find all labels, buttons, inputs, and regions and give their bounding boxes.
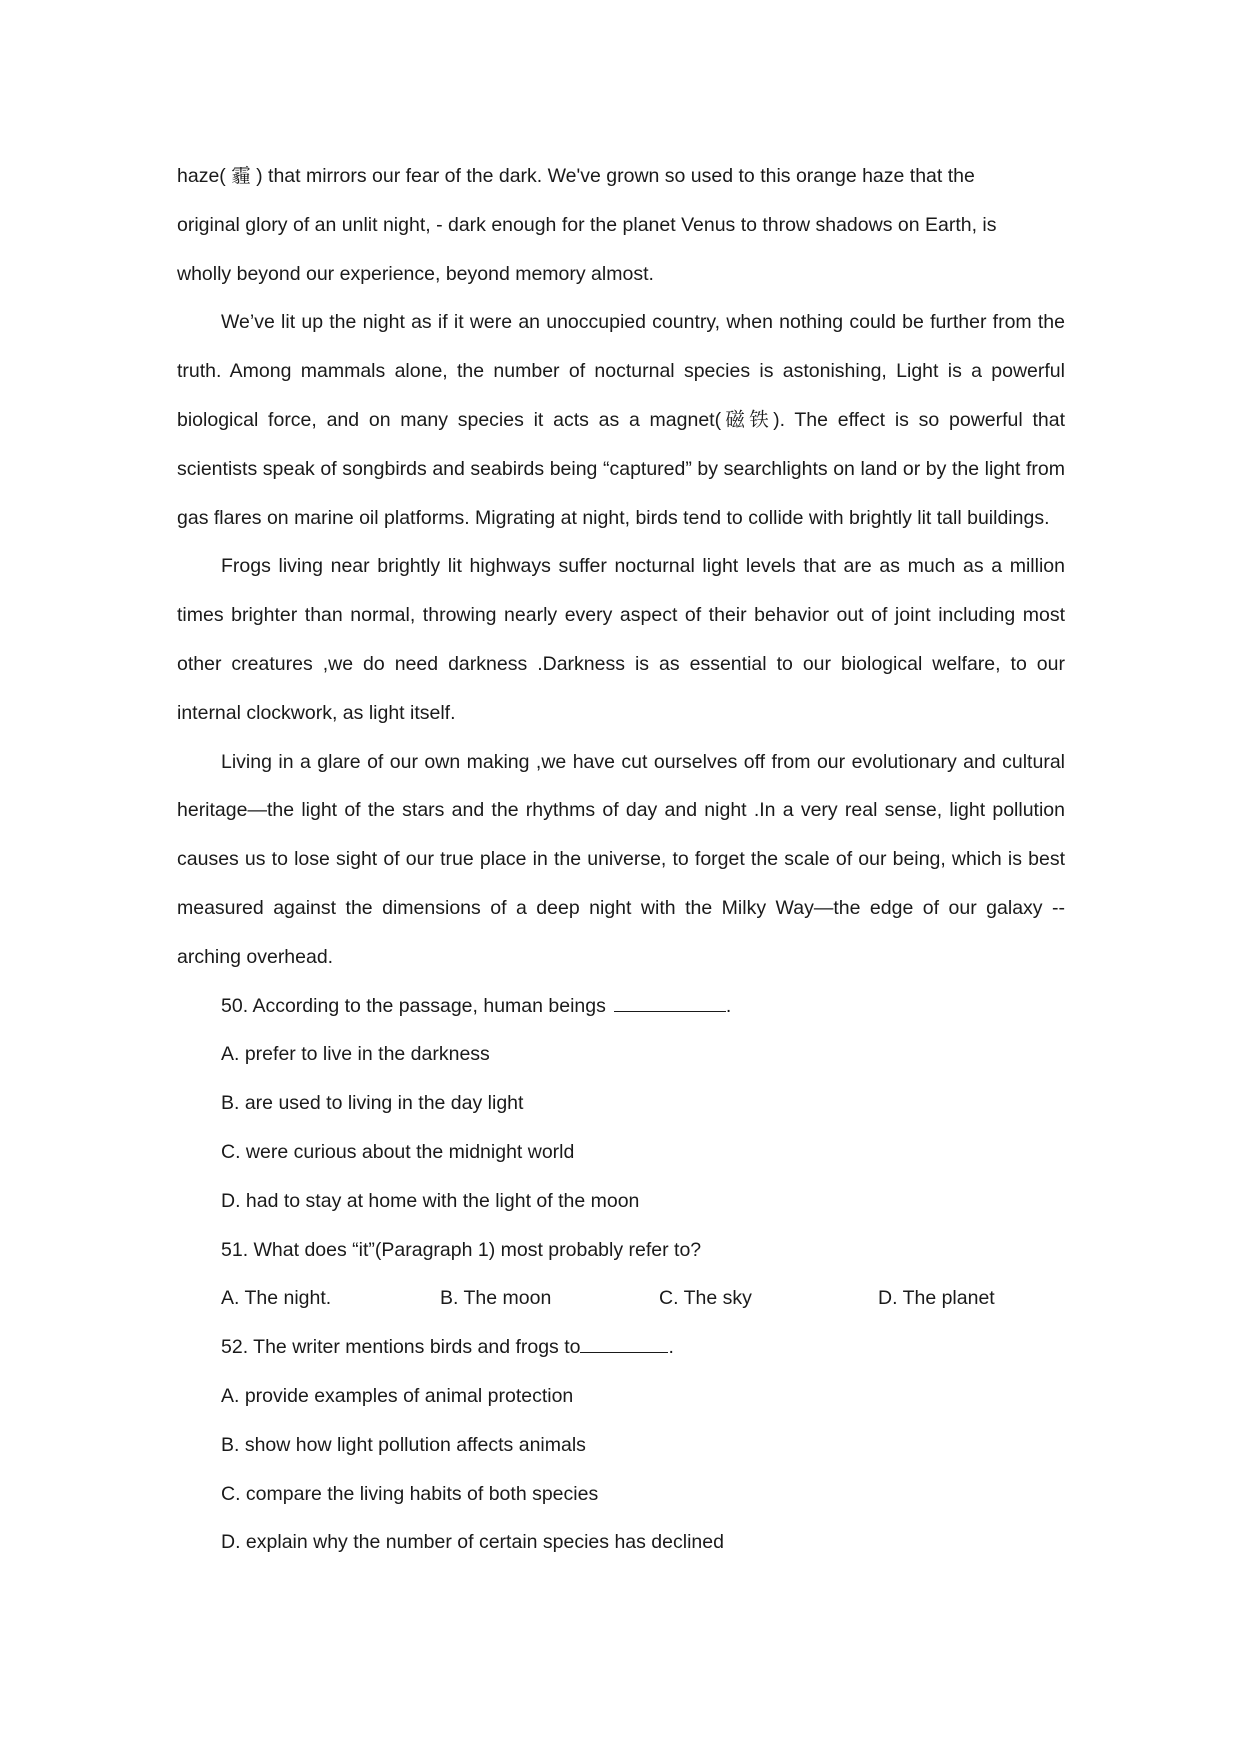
question-52-option-b: B. show how light pollution affects animals (221, 1433, 586, 1456)
question-50-stem: 50. According to the passage, human beings (221, 994, 606, 1017)
passage-p1-line2: original glory of an unlit night, - dark enough for the planet Venus to throw shadows on Earth, is (177, 213, 997, 236)
question-52-stem: 52. The writer mentions birds and frogs to (221, 1336, 581, 1359)
answer-blank-50 (614, 991, 726, 1012)
passage-paragraph-3: Frogs living near brightly lit highways suffer nocturnal light levels that are as much as a million times brighter than normal, throwing nearly every aspect of their behavior out of joint including most other creatures ,we do need darkness .Darkness is as essential to our biological welfare, to our internal clockwork, as light itself. (177, 555, 1065, 724)
question-52-option-d: D. explain why the number of certain species has declined (221, 1531, 724, 1554)
question-50-option-d: D. had to stay at home with the light of the moon (221, 1189, 640, 1212)
question-50-option-a: A. prefer to live in the darkness (221, 1043, 490, 1066)
question-52-option-c: C. compare the living habits of both species (221, 1482, 599, 1505)
question-52 (177, 1323, 1065, 1372)
passage-paragraph-1 (177, 152, 1065, 298)
question-50 (177, 982, 1065, 1031)
answer-blank-52 (580, 1332, 668, 1353)
passage-p1-line3: wholly beyond our experience, beyond memory almost. (177, 262, 654, 285)
passage-p1-line1: haze( 霾 ) that mirrors our fear of the dark. We've grown so used to this orange haze that the (177, 165, 975, 187)
question-50-option-c: C. were curious about the midnight world (221, 1140, 575, 1163)
question-51-options (177, 1274, 1065, 1323)
question-50-option-b: B. are used to living in the day light (221, 1092, 524, 1115)
question-52-tail: . (668, 1336, 674, 1359)
passage-paragraph-2: We’ve lit up the night as if it were an unoccupied country, when nothing could be further from the truth. Among mammals alone, the number of nocturnal species is astonishing, Light is a powerful biological force, and on many species it acts as a magnet(磁铁). The effect is so powerful that scientists speak of songbirds and seabirds being “captured” by searchlights on land or by the light from gas flares on marine oil platforms. Migrating at night, birds tend to collide with brightly lit tall buildings. (177, 311, 1065, 529)
question-51-stem: 51. What does “it”(Paragraph 1) most probably refer to? (221, 1238, 702, 1261)
passage-paragraph-4: Living in a glare of our own making ,we have cut ourselves off from our evolutionary and cultural heritage—the light of the stars and the rhythms of day and night .In a very real sense, light pollution causes us to lose sight of our true place in the universe, to forget the scale of our being, which is best measured against the dimensions of a deep night with the Milky Way—the edge of our galaxy -- arching overhead. (177, 750, 1065, 968)
question-51-option-c: C. The sky (659, 1287, 752, 1310)
question-51-option-b: B. The moon (440, 1287, 552, 1310)
document-page (177, 152, 1065, 1567)
question-50-tail: . (725, 994, 732, 1017)
question-51-option-d: D. The planet (878, 1287, 995, 1310)
question-52-option-a: A. provide examples of animal protection (221, 1384, 574, 1407)
question-51-option-a: A. The night. (221, 1287, 332, 1310)
